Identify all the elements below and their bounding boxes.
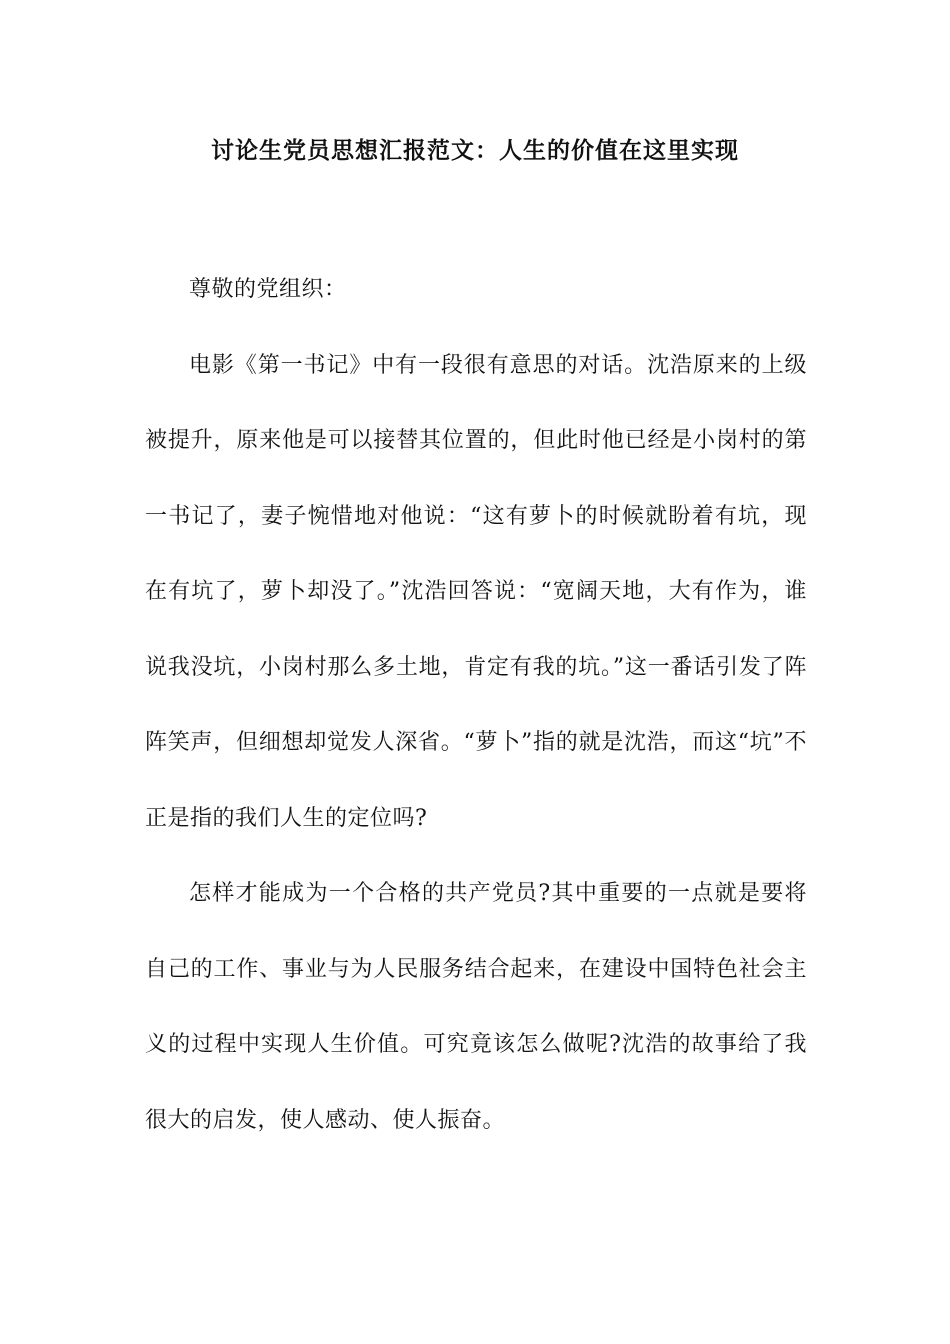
document-body	[145, 252, 807, 1158]
salutation: 尊敬的党组织：	[189, 277, 347, 302]
paragraph-2: 怎样才能成为一个合格的共产党员?其中重要的一点就是要将自己的工作、事业与为人民服务结合起来，在建设中国特色社会主义的过程中实现人生价值。可究竟该怎么做呢?沈浩的故事给了我很大的启发，使人感动、使人振奋。	[145, 881, 807, 1133]
paragraph-1: 电影《第一书记》中有一段很有意思的对话。沈浩原来的上级被提升，原来他是可以接替其位置的，但此时他已经是小岗村的第一书记了，妻子惋惜地对他说：“这有萝卜的时候就盼着有坑，现在有坑了，萝卜却没了。”沈浩回答说：“宽阔天地，大有作为，谁说我没坑，小岗村那么多土地，肯定有我的坑。”这一番话引发了阵阵笑声，但细想却觉发人深省。“萝卜”指的就是沈浩，而这“坑”不正是指的我们人生的定位吗?	[145, 352, 807, 831]
document-title: 讨论生党员思想汇报范文：人生的价值在这里实现	[211, 137, 739, 164]
